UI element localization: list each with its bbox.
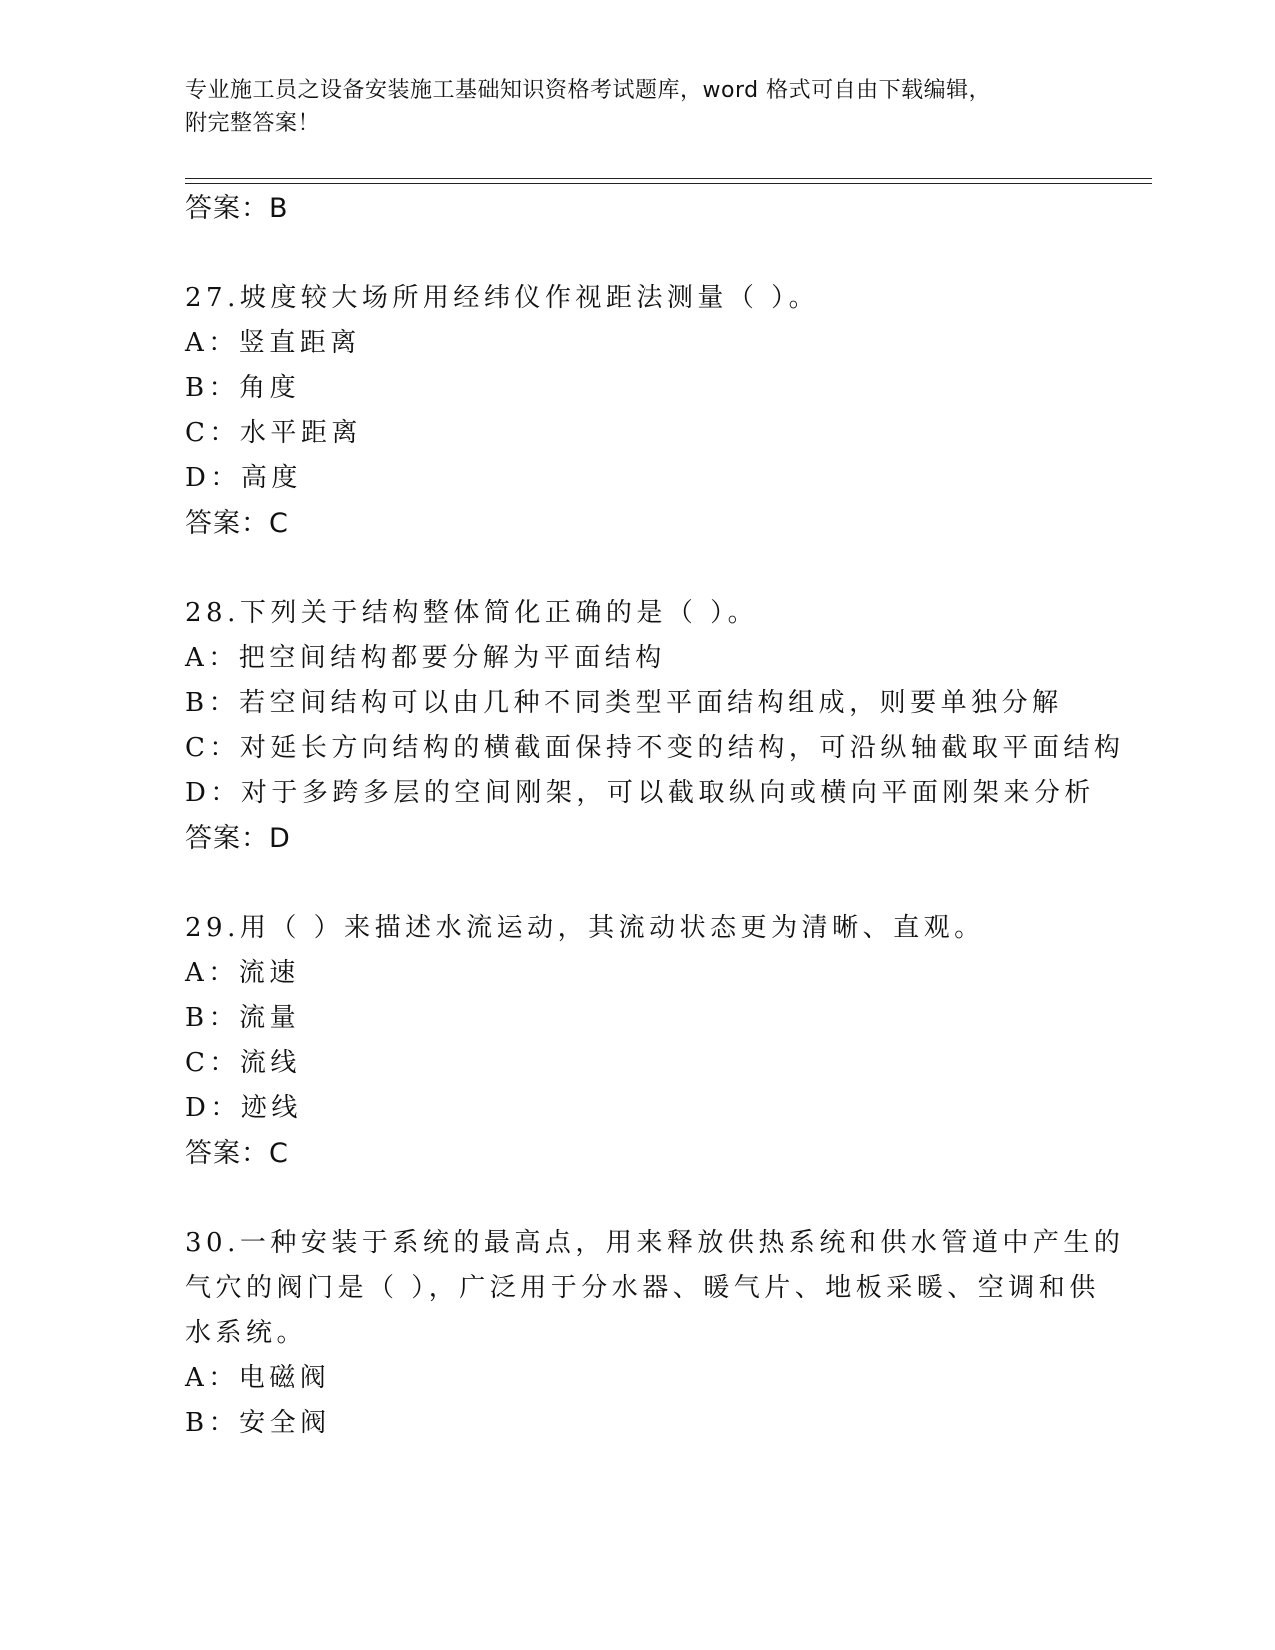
option-a: A：流速 (185, 958, 300, 988)
answer: 答案：C (185, 1138, 289, 1169)
spacer (185, 861, 1145, 906)
question-27 (185, 276, 1145, 546)
question-stem-line-1: 30.一种安装于系统的最高点，用来释放供热系统和供水管道中产生的 (185, 1228, 1125, 1258)
option-b: B：角度 (185, 373, 301, 403)
option-a: A：电磁阀 (185, 1363, 331, 1393)
page-header (185, 74, 1085, 140)
header-divider-bottom (185, 183, 1152, 184)
question-list (185, 186, 1145, 1446)
option-a: A：竖直距离 (185, 328, 361, 358)
question-29 (185, 906, 1145, 1176)
option-c: C：流线 (185, 1048, 301, 1078)
option-c: C：对延长方向结构的横截面保持不变的结构，可沿纵轴截取平面结构 (185, 733, 1125, 763)
question-stem: 29.用（ ）来描述水流运动，其流动状态更为清晰、直观。 (185, 913, 985, 943)
answer: 答案：D (185, 823, 291, 854)
question-30 (185, 1221, 1145, 1446)
previous-answer: 答案：B (185, 193, 289, 224)
question-28 (185, 591, 1145, 861)
spacer (185, 231, 1145, 276)
spacer (185, 1176, 1145, 1221)
option-d: D：对于多跨多层的空间刚架，可以截取纵向或横向平面刚架来分析 (185, 778, 1095, 808)
option-b: B：若空间结构可以由几种不同类型平面结构组成，则要单独分解 (185, 688, 1063, 718)
option-a: A：把空间结构都要分解为平面结构 (185, 643, 666, 673)
option-b: B：安全阀 (185, 1408, 331, 1438)
question-stem: 27.坡度较大场所用经纬仪作视距法测量（ ）。 (185, 283, 820, 313)
header-line-1: 专业施工员之设备安装施工基础知识资格考试题库，word 格式可自由下载编辑， (185, 78, 992, 103)
option-d: D：迹线 (185, 1093, 302, 1123)
spacer (185, 546, 1145, 591)
question-stem-line-2: 气穴的阀门是（ ），广泛用于分水器、暖气片、地板采暖、空调和供 (185, 1273, 1100, 1303)
question-stem: 28.下列关于结构整体简化正确的是（ ）。 (185, 598, 759, 628)
header-divider-top (185, 178, 1152, 179)
answer: 答案：C (185, 508, 289, 539)
header-line-2: 附完整答案！ (185, 111, 321, 136)
option-c: C：水平距离 (185, 418, 362, 448)
option-d: D：高度 (185, 463, 302, 493)
option-b: B：流量 (185, 1003, 301, 1033)
question-stem-line-3: 水系统。 (185, 1318, 308, 1348)
